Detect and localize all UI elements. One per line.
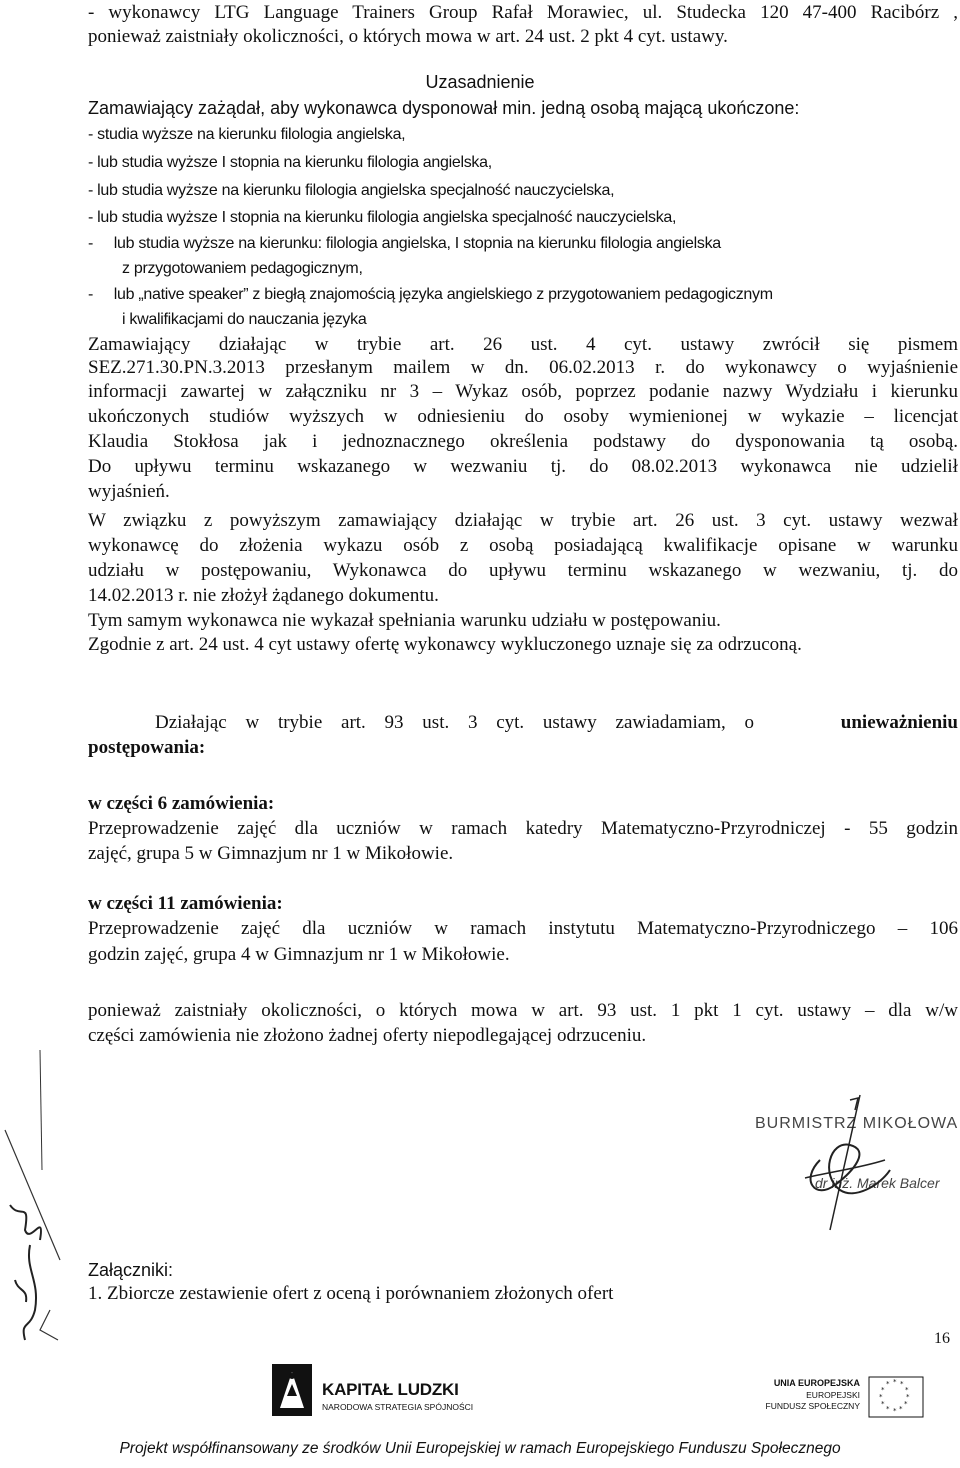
para1-line: informacji zawartej w załączniku nr 3 – Wykaz osób, poprzez podanie nazwy Wydziału i kierunku bbox=[88, 381, 958, 402]
kapital-ludzki-logo bbox=[270, 1362, 500, 1422]
requirement-item-cont: i kwalifikacjami do nauczania języka bbox=[122, 311, 367, 328]
part6-heading: w części 6 zamówienia: bbox=[88, 793, 275, 814]
para1-line: ukończonych studiów wyższych w odniesieniu do osoby wymienionej w wykazie – licencjat bbox=[88, 406, 958, 427]
mayor-stamp: BURMISTRZ MIKOŁOWA bbox=[755, 1115, 959, 1132]
part11-line-1: Przeprowadzenie zajęć dla uczniów w ramach instytutu Matematyczno-Przyrodniczego – 106 bbox=[88, 918, 958, 939]
eu-flag-icon bbox=[868, 1376, 924, 1418]
requirement-item: - lub studia wyższe I stopnia na kierunku filologia angielska specjalność nauczycielska, bbox=[88, 209, 677, 226]
annulment-text: Działając w trybie art. 93 ust. 3 cyt. ustawy zawiadamiam, o bbox=[155, 712, 755, 733]
para2-line: 14.02.2013 r. nie złożył żądanego dokumentu. bbox=[88, 585, 439, 606]
contractor-line-1: - wykonawcy LTG Language Trainers Group Rafał Morawiec, ul. Studecka 120 47-400 Racibórz , bbox=[88, 2, 958, 23]
svg-text:*: * bbox=[904, 1400, 908, 1408]
para1-line: SEZ.271.30.PN.3.2013 przesłanym mailem w dn. 06.02.2013 r. do wykonawcy o wyjaśnienie bbox=[88, 357, 958, 378]
kapital-ludzki-title: KAPITAŁ LUDZKI bbox=[322, 1380, 459, 1399]
justification-intro: Zamawiający zażądał, aby wykonawca dysponował min. jedną osobą mającą ukończone: bbox=[88, 98, 800, 118]
para2-line: udziału w postępowaniu, Wykonawca do upływu terminu wskazanego w wezwaniu, tj. do bbox=[88, 560, 958, 581]
mayor-stamp-name: dr inż. Marek Balcer bbox=[815, 1175, 940, 1191]
annulment-bold: unieważnieniu bbox=[840, 712, 958, 733]
svg-text:*: * bbox=[906, 1393, 910, 1401]
part6-line-1: Przeprowadzenie zajęć dla uczniów w ramach katedry Matematyczno-Przyrodniczej - 55 godzin bbox=[88, 818, 958, 839]
svg-text:*: * bbox=[881, 1400, 885, 1408]
svg-text:*: * bbox=[900, 1380, 904, 1388]
requirement-item: - studia wyższe na kierunku filologia angielska, bbox=[88, 126, 406, 143]
page-number: 16 bbox=[934, 1330, 950, 1347]
para4: Zgodnie z art. 24 ust. 4 cyt ustawy ofertę wykonawcy wykluczonego uznaje się za odrzuconą. bbox=[88, 634, 802, 655]
para1-line: wyjaśnień. bbox=[88, 481, 170, 502]
cofinancing-note: Projekt współfinansowany ze środków Unii Europejskiej w ramach Europejskiego Funduszu Społecznego bbox=[119, 1440, 841, 1457]
mayor-signature bbox=[760, 1090, 900, 1240]
kapital-ludzki-emblem-icon bbox=[270, 1362, 314, 1418]
reason-line-2: części zamówienia nie złożono żadnej oferty niepodlegającej odrzuceniu. bbox=[88, 1025, 647, 1046]
annulment-line-2: postępowania: bbox=[88, 737, 206, 758]
attachment-item-1: 1. Zbiorcze zestawienie ofert z oceną i porównaniem złożonych ofert bbox=[88, 1283, 614, 1304]
margin-initials bbox=[0, 1030, 80, 1370]
para2-line: wykonawcę do złożenia wykazu osób z osobą posiadającą kwalifikacje opisane w warunku bbox=[88, 535, 958, 556]
requirement-item-cont: z przygotowaniem pedagogicznym, bbox=[122, 260, 363, 277]
attachments-heading: Załączniki: bbox=[88, 1260, 174, 1280]
svg-text:*: * bbox=[905, 1386, 909, 1394]
svg-text:*: * bbox=[886, 1380, 890, 1388]
annulment-line-1 bbox=[155, 712, 958, 734]
para2-line: W związku z powyższym zamawiający działając w trybie art. 26 ust. 3 cyt. ustawy wezwał bbox=[88, 510, 958, 531]
eu-line-1: UNIA EUROPEJSKA bbox=[773, 1378, 860, 1388]
eu-logo bbox=[730, 1362, 930, 1422]
eu-line-2: EUROPEJSKI bbox=[806, 1390, 860, 1400]
svg-text:*: * bbox=[893, 1378, 897, 1386]
svg-text:*: * bbox=[881, 1386, 885, 1394]
kapital-ludzki-subtitle: NARODOWA STRATEGIA SPÓJNOŚCI bbox=[322, 1402, 474, 1412]
svg-text:*: * bbox=[893, 1407, 897, 1415]
para1-line: Zamawiający działając w trybie art. 26 ust. 4 cyt. ustawy zwrócił się pismem bbox=[88, 334, 958, 355]
part11-heading: w części 11 zamówienia: bbox=[88, 893, 283, 914]
para1-line: Klaudia Stokłosa jak i jednoznacznego określenia podstawy do dysponowania tą osobą. bbox=[88, 431, 958, 452]
requirement-item: - lub studia wyższe na kierunku: filologia angielska, I stopnia na kierunku filologia angielska bbox=[88, 235, 721, 252]
svg-text:*: * bbox=[899, 1405, 903, 1413]
para3: Tym samym wykonawca nie wykazał spełniania warunku udziału w postępowaniu. bbox=[88, 610, 721, 631]
requirement-item: - lub studia wyższe I stopnia na kierunku filologia angielska, bbox=[88, 154, 492, 171]
contractor-line-2: ponieważ zaistniały okoliczności, o których mowa w art. 24 ust. 2 pkt 4 cyt. ustawy. bbox=[88, 26, 728, 47]
para1-line: Do upływu terminu wskazanego w wezwaniu tj. do 08.02.2013 wykonawca nie udzielił bbox=[88, 456, 958, 477]
justification-heading: Uzasadnienie bbox=[425, 72, 535, 92]
requirement-item: - lub studia wyższe na kierunku filologia angielska specjalność nauczycielska, bbox=[88, 182, 615, 199]
svg-text:*: * bbox=[879, 1393, 883, 1401]
reason-line-1: ponieważ zaistniały okoliczności, o których mowa w art. 93 ust. 1 pkt 1 cyt. ustawy – dla w/w bbox=[88, 1000, 958, 1021]
part11-line-2: godzin zajęć, grupa 4 w Gimnazjum nr 1 w Mikołowie. bbox=[88, 944, 510, 965]
svg-text:*: * bbox=[886, 1405, 890, 1413]
eu-line-3: FUNDUSZ SPOŁECZNY bbox=[765, 1401, 860, 1411]
part6-line-2: zajęć, grupa 5 w Gimnazjum nr 1 w Mikołowie. bbox=[88, 843, 454, 864]
requirement-item: - lub „native speaker” z biegłą znajomością języka angielskiego z przygotowaniem pedagogicznym bbox=[88, 286, 773, 303]
